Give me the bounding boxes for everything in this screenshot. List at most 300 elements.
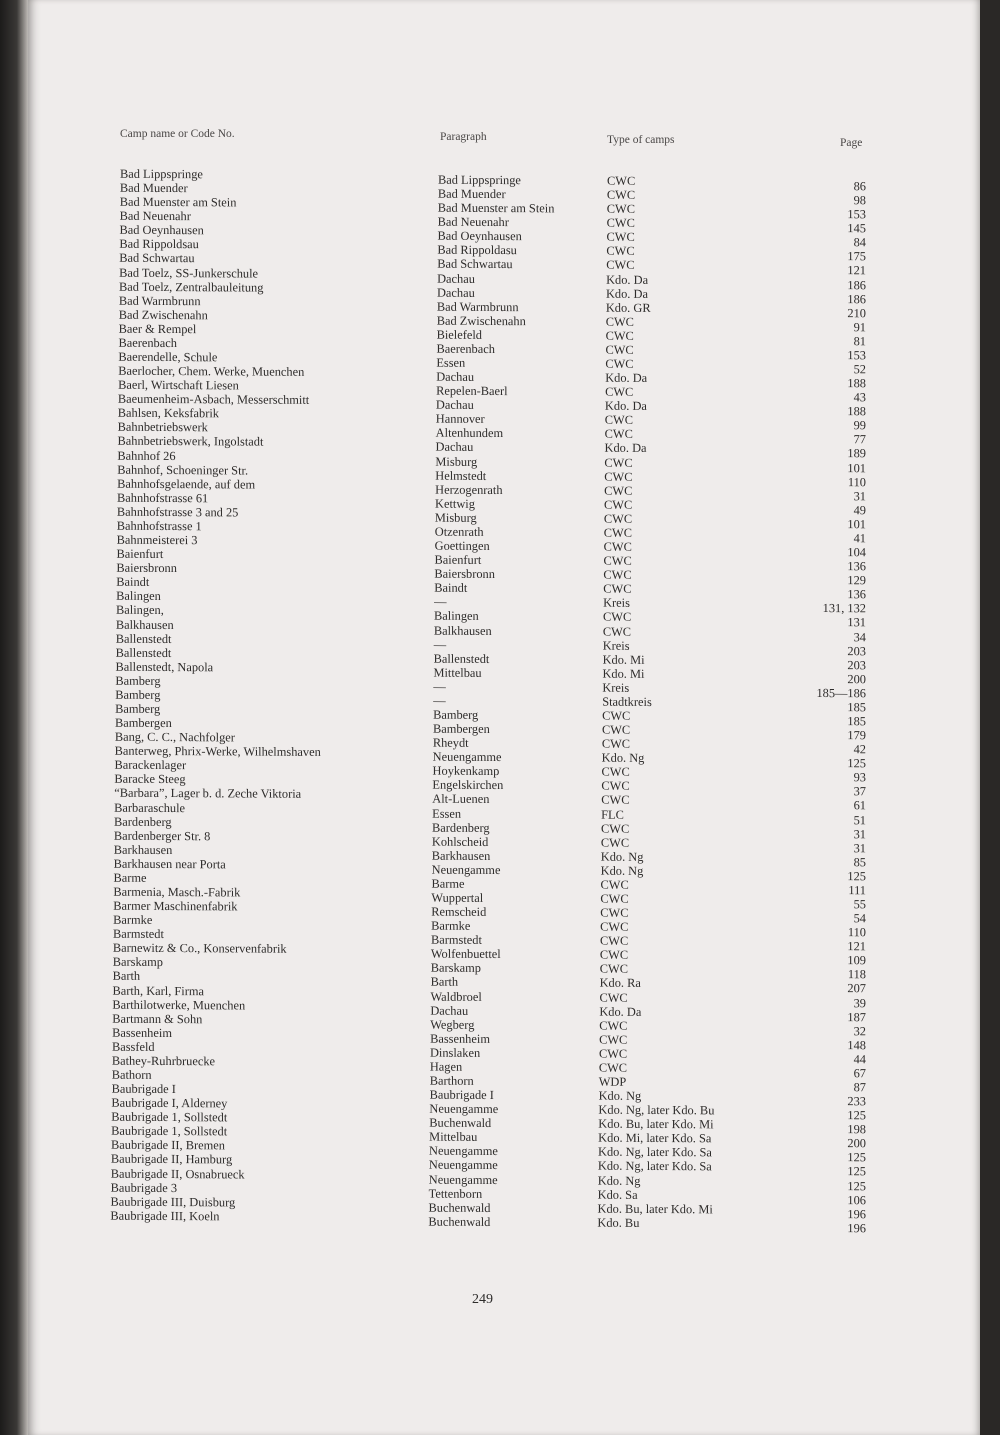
paragraph: Bad Schwartau (437, 257, 513, 272)
camp-name: Barbaraschule (114, 800, 186, 815)
camp-name: Bahnhofsgelaende, auf dem (117, 476, 256, 492)
paragraph: Baerenbach (436, 341, 495, 356)
camp-name: Bad Lippspringe (120, 166, 203, 182)
camp-type: CWC (601, 821, 630, 836)
paragraph: Buchenwald (428, 1200, 491, 1215)
page-ref: 187 (847, 1009, 866, 1024)
camp-name: Bad Zwischenahn (118, 307, 208, 323)
paragraph: Bad Zwischenahn (436, 313, 526, 328)
paragraph: Barskamp (430, 961, 481, 976)
camp-type: CWC (606, 258, 635, 273)
paragraph: Dachau (430, 1003, 469, 1018)
page-ref: 42 (853, 742, 866, 757)
paragraph: Neuengamme (428, 1158, 498, 1173)
camp-name: Bathorn (111, 1067, 152, 1082)
camp-name: Baubrigade 1, Sollstedt (111, 1123, 228, 1139)
page-ref: 81 (853, 334, 866, 349)
paragraph: Buchenwald (428, 1214, 491, 1229)
camp-type: Kreis (602, 680, 630, 695)
camp-type: Kdo. Ng (598, 1088, 642, 1103)
page-ref: 104 (847, 545, 866, 560)
page-ref: 153 (847, 207, 866, 222)
camp-type: Kdo. Mi (602, 666, 645, 681)
header-camp-name: Camp name or Code No. (120, 128, 235, 140)
camp-type: Stadtkreis (602, 694, 652, 709)
camp-name: Balingen (116, 589, 161, 604)
paragraph: Bad Muender (437, 186, 506, 202)
page-ref: 32 (853, 1023, 866, 1038)
paragraph: Wegberg (430, 1017, 475, 1032)
camp-type: Kdo. Da (604, 398, 647, 414)
paragraph: Bambergen (432, 721, 490, 737)
camp-name: Baeumenheim-Asbach, Messerschmitt (117, 391, 310, 408)
paragraph: Buchenwald (429, 1115, 492, 1131)
camp-type: CWC (603, 511, 633, 526)
paragraph: Kohlscheid (431, 834, 489, 849)
page-ref: 207 (847, 981, 866, 996)
page-ref: 175 (847, 249, 866, 264)
paragraph: Barmke (431, 918, 471, 934)
page-ref: 110 (847, 925, 866, 940)
camp-type: Kdo. Da (605, 370, 648, 386)
camp-name: Baubrigade I (111, 1081, 176, 1097)
page-ref: 125 (847, 1178, 866, 1193)
camp-type: CWC (605, 328, 634, 343)
page-ref: 98 (853, 193, 866, 208)
camp-name: Bartmann & Sohn (112, 1011, 203, 1026)
paragraph: — (434, 594, 447, 610)
camp-name: Banterweg, Phrix-Werke, Wilhelmshaven (114, 743, 321, 760)
camp-type: CWC (604, 497, 633, 512)
camp-name: Baindt (116, 574, 150, 590)
camp-type: CWC (599, 962, 628, 977)
page-ref: 121 (847, 939, 866, 954)
page-ref: 129 (847, 573, 866, 588)
page-ref: 111 (848, 883, 866, 898)
page-ref: 110 (847, 474, 866, 489)
paragraph: Baubrigade I (429, 1087, 494, 1103)
camp-type: CWC (603, 525, 632, 540)
camp-name: Baubrigade 1, Sollstedt (111, 1109, 228, 1125)
page-ref: 52 (853, 362, 866, 377)
camp-name: Baerlocher, Chem. Werke, Muenchen (118, 363, 305, 379)
camp-type: CWC (604, 483, 633, 498)
camp-type: CWC (606, 215, 635, 231)
header-paragraph: Paragraph (440, 131, 487, 143)
page-ref: 145 (847, 221, 866, 236)
camp-name: Baubrigade 3 (110, 1180, 178, 1195)
page-ref: 153 (847, 348, 866, 363)
camp-type: CWC (607, 173, 636, 188)
camp-type: CWC (599, 990, 628, 1005)
page-ref: 39 (853, 995, 866, 1010)
page-ref: 93 (853, 770, 866, 785)
paragraph: Bad Warmbrunn (436, 299, 519, 314)
camp-name: Bahnhofstrasse 1 (116, 518, 202, 534)
page-ref: 67 (853, 1066, 866, 1081)
page-ref: 203 (847, 657, 866, 672)
camp-type: CWC (599, 933, 629, 949)
page-ref: 121 (847, 263, 866, 278)
camp-name: Bassenheim (112, 1025, 172, 1040)
paragraph: Remscheid (431, 904, 487, 920)
camp-type: CWC (600, 891, 629, 906)
camp-type: Kdo. Ng (600, 849, 644, 864)
paragraph: Bardenberg (432, 820, 490, 835)
camp-type: CWC (600, 835, 630, 850)
camp-name: Barmenia, Masch.-Fabrik (113, 884, 241, 900)
camp-name: Baerenbach (118, 335, 177, 351)
paragraph: Bielefeld (436, 327, 482, 342)
paragraph: Barkhausen (431, 848, 491, 863)
paragraph: Wolfenbuettel (430, 946, 501, 962)
camp-type: CWC (604, 469, 633, 484)
header-type: Type of camps (607, 134, 675, 146)
camp-name: Baubrigade III, Duisburg (110, 1194, 236, 1210)
camp-name: Bad Schwartau (119, 251, 195, 266)
camp-name: Bad Neuenahr (119, 208, 191, 224)
page-ref: 125 (847, 1108, 866, 1123)
camp-type: CWC (606, 230, 635, 245)
paragraph: Neuengamme (428, 1172, 498, 1187)
paragraph: Dachau (435, 397, 474, 413)
camp-type: CWC (605, 342, 634, 357)
camp-name: Bassfeld (111, 1039, 155, 1054)
camp-type: CWC (598, 1060, 628, 1075)
camp-type: Kdo. Bu (597, 1215, 640, 1230)
camp-type: Kdo. Ra (599, 976, 641, 991)
camp-name: Barth (112, 969, 141, 984)
page-ref: 189 (847, 446, 866, 461)
page-ref: 203 (847, 643, 866, 658)
paragraph: Baiersbronn (434, 566, 495, 582)
camp-type: Kdo. Ng, later Kdo. Sa (598, 1145, 712, 1160)
camp-name: Bahnmeisterei 3 (116, 532, 198, 548)
paragraph: Barmstedt (430, 932, 482, 948)
page-ref: 106 (847, 1192, 866, 1207)
camp-type: CWC (604, 455, 633, 470)
paragraph: Dachau (437, 271, 475, 286)
paragraph: Dachau (436, 285, 475, 300)
camp-name: Ballenstedt (115, 645, 172, 660)
camp-name: Bahnbetriebswerk, Ingolstadt (117, 434, 264, 450)
camp-name: Balingen, (115, 603, 164, 618)
page-ref: 54 (853, 911, 866, 926)
camp-name: Bamberg (115, 673, 161, 688)
paragraph: Essen (436, 355, 466, 370)
paragraph: Repelen-Baerl (436, 383, 508, 399)
page-ref: 125 (847, 756, 866, 771)
camp-type: Kdo. Ng (597, 1173, 641, 1188)
camp-type: CWC (603, 553, 632, 568)
camp-name: Barnewitz & Co., Konservenfabrik (112, 940, 287, 957)
paragraph: Balkhausen (433, 623, 492, 638)
camp-name: Bahlsen, Keksfabrik (117, 406, 219, 421)
camp-name: Baubrigade II, Bremen (111, 1138, 225, 1153)
camp-type: Kdo. Bu, later Kdo. Mi (597, 1201, 713, 1217)
camp-type: CWC (600, 905, 629, 920)
page-ref: 85 (853, 854, 866, 870)
paragraph: Bassenheim (430, 1031, 490, 1046)
camp-type: Kdo. Ng (601, 750, 645, 766)
camp-type: CWC (599, 1018, 628, 1033)
paragraph: Otzenrath (434, 524, 484, 539)
page-ref: 188 (847, 404, 866, 419)
page-ref: 44 (853, 1052, 866, 1067)
camp-name: Barth, Karl, Firma (112, 983, 205, 998)
page-ref: 77 (853, 432, 866, 447)
camp-name: Baerendelle, Schule (118, 349, 218, 365)
camp-type: Kdo. GR (605, 300, 651, 315)
paragraph: Neuengamme (429, 1101, 499, 1117)
camp-name: Bad Warmbrunn (118, 293, 201, 308)
camp-name: Bad Toelz, Zentralbauleitung (118, 279, 264, 295)
paragraph: Goettingen (434, 538, 490, 554)
camp-name: Bahnbetriebswerk (117, 420, 208, 435)
page-ref: 125 (847, 869, 866, 884)
page-ref: 109 (847, 953, 866, 968)
camp-type: CWC (605, 356, 634, 371)
paragraph: Misburg (435, 454, 478, 469)
camp-name: Barme (113, 870, 147, 885)
camp-type: Kdo. Da (604, 441, 647, 456)
camp-type: CWC (601, 736, 631, 751)
paragraph: Misburg (434, 510, 477, 525)
camp-name: Bad Toelz, SS-Junkerschule (119, 265, 259, 281)
camp-name: Barthilotwerke, Muenchen (112, 997, 246, 1013)
paragraph: Wuppertal (431, 890, 484, 905)
camp-type: CWC (606, 244, 635, 259)
camp-name: Barackenlager (114, 757, 187, 773)
paragraph: Bad Rippoldasu (437, 243, 517, 258)
camp-name: Bardenberg (114, 814, 172, 829)
page-ref: 91 (853, 319, 866, 335)
paragraph: Alt-Luenen (432, 792, 490, 807)
paragraph: Herzogenrath (435, 482, 503, 497)
camp-type: CWC (602, 708, 631, 723)
page-ref: 196 (847, 1220, 866, 1236)
camp-name: Baiersbronn (116, 560, 177, 576)
camp-type: Kdo. Ng, later Kdo. Bu (598, 1102, 715, 1118)
camp-type: CWC (598, 1046, 628, 1061)
page-ref: 31 (853, 488, 866, 504)
page-ref: 136 (847, 559, 866, 574)
camp-type: CWC (603, 567, 632, 583)
camp-type: CWC (606, 201, 635, 217)
camp-name: Bad Muender (119, 180, 188, 196)
camp-name: Baienfurt (116, 546, 164, 562)
paragraph: Mittelbau (433, 665, 482, 680)
paragraph: Neuengamme (429, 1144, 498, 1159)
paragraph: Dachau (436, 369, 475, 384)
paragraph: Altenhundem (435, 426, 504, 441)
camp-type: Kdo. Ng, later Kdo. Sa (597, 1159, 712, 1174)
camp-type: Kdo. Ng (600, 863, 644, 878)
page-ref: 148 (847, 1037, 866, 1053)
page-number: 249 (472, 1292, 493, 1307)
camp-name: Bahnhofstrasse 3 and 25 (116, 504, 239, 520)
page-ref: 196 (847, 1206, 866, 1221)
page-ref: 43 (853, 390, 866, 405)
camp-type: CWC (602, 624, 632, 639)
page-ref: 87 (853, 1080, 866, 1095)
paragraph: Bad Oeynhausen (437, 228, 522, 244)
paragraph: Kettwig (435, 496, 475, 511)
page-ref: 185 (847, 700, 866, 715)
camp-type: FLC (601, 807, 624, 822)
camp-type: Kdo. Da (606, 272, 649, 287)
paragraph: Bad Lippspringe (438, 172, 521, 188)
page-ref: 210 (847, 305, 866, 320)
camp-name: Bathey-Ruhrbruecke (111, 1053, 216, 1069)
paragraph: Hannover (435, 411, 485, 427)
camp-name: Barkhausen near Porta (113, 856, 226, 872)
page-ref: 41 (853, 531, 866, 546)
paragraph: Hagen (429, 1059, 463, 1074)
page-ref: 37 (853, 784, 866, 799)
camp-type: CWC (600, 919, 629, 934)
camp-type: Kdo. Bu, later Kdo. Mi (598, 1116, 714, 1132)
camp-type: CWC (605, 384, 634, 400)
camp-type: CWC (599, 947, 629, 963)
camp-name: Barskamp (112, 955, 163, 970)
page-ref: 186 (847, 291, 866, 306)
paragraph: Barth (430, 975, 459, 990)
page-ref: 51 (853, 812, 866, 827)
camp-type: CWC (603, 539, 632, 554)
page-ref: 185 (847, 714, 866, 729)
camp-name: Bardenberger Str. 8 (113, 828, 211, 843)
paragraph: Baindt (434, 580, 468, 596)
camp-name: Bamberg (115, 701, 161, 716)
camp-type: Kreis (603, 596, 630, 611)
paragraph: Hoykenkamp (432, 763, 500, 779)
camp-name: Bahnhofstrasse 61 (117, 490, 209, 506)
camp-name: Ballenstedt (115, 631, 172, 646)
page-ref: 84 (853, 235, 866, 250)
page-ref: 179 (847, 728, 866, 743)
camp-name: Bambergen (114, 715, 172, 731)
page-ref: 188 (847, 376, 866, 391)
paragraph: Bad Neuenahr (437, 214, 509, 230)
camp-name: Baubrigade III, Koeln (110, 1208, 220, 1224)
camp-type: CWC (602, 610, 632, 625)
camp-type: Kdo. Sa (597, 1187, 638, 1202)
camp-name: Barmstedt (112, 926, 164, 942)
camp-name: Baer & Rempel (118, 321, 197, 337)
page-ref: 185—186 (816, 685, 866, 701)
paragraph: — (433, 693, 446, 708)
paragraph: Dachau (435, 440, 474, 455)
camp-name: Baerl, Wirtschaft Liesen (118, 377, 239, 393)
page-ref: 136 (847, 587, 866, 602)
index-table (0, 166, 1000, 1236)
paragraph: Rheydt (432, 735, 469, 750)
camp-type: CWC (601, 764, 630, 780)
paragraph: — (433, 637, 447, 652)
paragraph: Essen (432, 806, 462, 821)
paragraph: Baienfurt (434, 552, 482, 568)
page-ref: 31 (853, 840, 866, 855)
page-ref: 34 (853, 629, 866, 644)
page-ref: 131, 132 (822, 601, 866, 616)
camp-name: Baubrigade II, Hamburg (110, 1152, 233, 1167)
camp-name: Balkhausen (115, 617, 174, 632)
page-ref: 55 (853, 897, 866, 912)
paragraph: Helmstedt (435, 468, 487, 483)
camp-type: Kdo. Da (599, 1004, 642, 1019)
camp-name: Bahnhof 26 (117, 448, 176, 463)
paragraph: Ballenstedt (433, 651, 490, 666)
camp-name: “Barbara”, Lager b. d. Zeche Viktoria (114, 786, 302, 802)
page-ref: 233 (847, 1094, 866, 1109)
paragraph: Engelskirchen (432, 778, 504, 793)
page-ref: 49 (853, 503, 866, 518)
camp-type: CWC (600, 877, 629, 892)
page-ref: 118 (847, 967, 866, 982)
camp-type: CWC (601, 793, 630, 808)
page-ref: 186 (847, 277, 866, 292)
camp-name: Barkhausen (113, 842, 173, 857)
paragraph: Waldbroel (430, 989, 482, 1004)
paragraph: Tettenborn (428, 1186, 483, 1201)
page-ref: 31 (853, 826, 866, 841)
camp-name: Bad Muenster am Stein (119, 194, 237, 210)
paragraph: Bad Muenster am Stein (437, 200, 555, 216)
camp-type: CWC (605, 314, 634, 329)
camp-type: WDP (598, 1074, 627, 1089)
paragraph: Neuengamme (432, 749, 502, 765)
page-ref: 198 (847, 1122, 866, 1137)
page-ref: 61 (853, 798, 866, 813)
page-ref: 101 (847, 517, 866, 532)
header-page: Page (840, 137, 863, 149)
page-ref: 125 (847, 1150, 866, 1165)
camp-name: Bahnhof, Schoeninger Str. (117, 462, 249, 478)
camp-type: Kdo. Da (605, 286, 648, 301)
page-ref: 200 (847, 1136, 866, 1151)
camp-type: CWC (601, 722, 631, 737)
camp-name: Barmer Maschinenfabrik (113, 898, 238, 914)
paragraph: Barme (431, 876, 465, 891)
camp-name: Bad Oeynhausen (119, 223, 204, 238)
camp-type: Kdo. Mi, later Kdo. Sa (598, 1130, 712, 1146)
page-ref: 125 (847, 1164, 866, 1179)
camp-name: Bad Rippoldsau (119, 237, 199, 252)
camp-name: Baracke Steeg (114, 772, 186, 787)
camp-type: Kreis (602, 638, 630, 653)
paragraph: Mittelbau (429, 1129, 478, 1145)
page-ref: 99 (853, 418, 866, 433)
camp-type: CWC (606, 187, 636, 202)
page-ref: 86 (853, 179, 866, 194)
paragraph: Neuengamme (431, 862, 501, 877)
page-ref: 101 (847, 460, 866, 475)
camp-name: Ballenstedt, Napola (115, 659, 214, 675)
paragraph: Balingen (433, 609, 479, 624)
camp-type: Kdo. Mi (602, 652, 645, 667)
camp-type: CWC (604, 427, 633, 442)
camp-name: Bang, C. C., Nachfolger (114, 729, 235, 745)
paragraph: Dinslaken (429, 1045, 481, 1060)
camp-type: CWC (603, 581, 632, 597)
camp-type: CWC (599, 1032, 628, 1047)
camp-name: Bamberg (115, 687, 161, 702)
camp-type: CWC (604, 413, 634, 428)
camp-type: CWC (601, 779, 630, 794)
camp-name: Barmke (113, 912, 153, 928)
camp-name: Baubrigade II, Osnabrueck (110, 1166, 245, 1182)
